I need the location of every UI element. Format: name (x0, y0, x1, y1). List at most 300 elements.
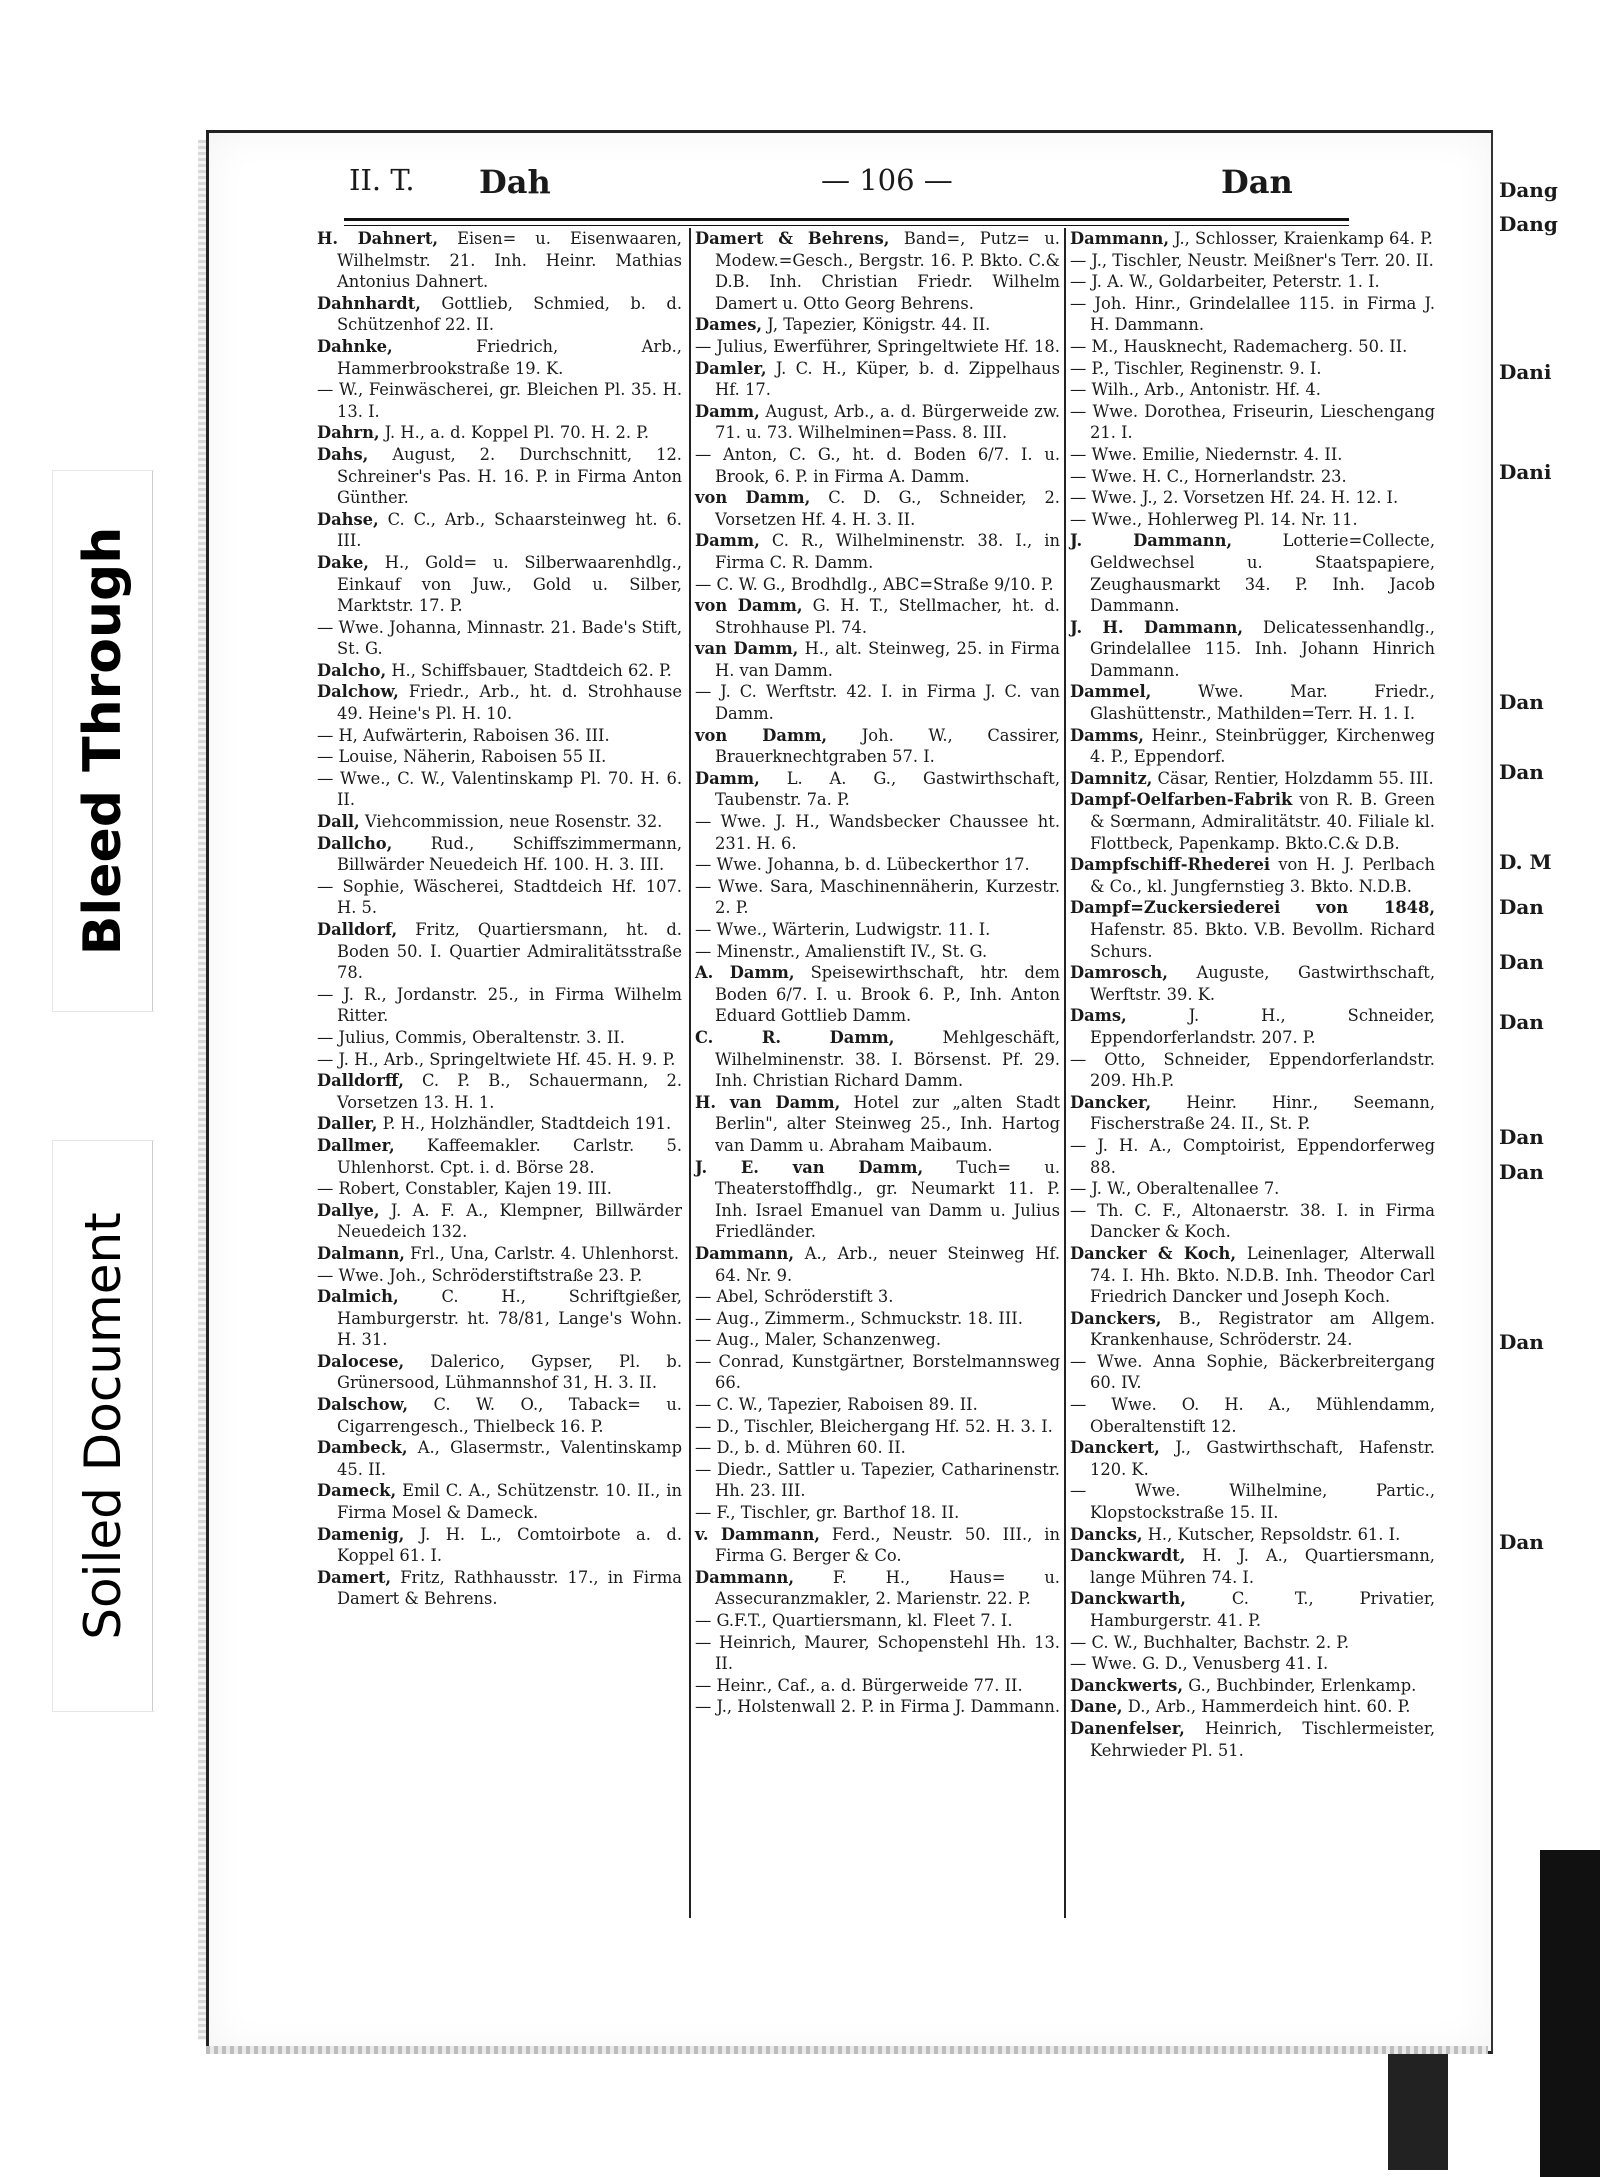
adjacent-page-catchword: Dan (1499, 760, 1544, 784)
directory-entry (695, 1632, 1060, 1675)
directory-entry (695, 962, 1060, 1027)
directory-entry (1070, 401, 1435, 444)
entry-text: C. D. G., Schneider, 2. Vorsetzen Hf. 4. H. 3. II. (715, 488, 1060, 529)
entry-text: — J. C. Werftstr. 42. I. in Firma J. C. van Damm. (695, 682, 1060, 724)
adjacent-page-catchword: Dan (1499, 950, 1544, 974)
directory-entry (1070, 1394, 1435, 1437)
entry-text: Heinrich, Tischlermeister, Kehrwieder Pl. 51. (1090, 1718, 1435, 1760)
entry-text: — Wwe. O. H. A., Mühlendamm, Oberaltenstift 12. (1070, 1395, 1435, 1436)
entry-name: Dammann, (695, 1243, 795, 1263)
directory-entry (317, 1027, 682, 1049)
directory-entry (317, 660, 682, 682)
directory-entry (695, 1157, 1060, 1243)
entry-text: — Julius, Ewerführer, Springeltwiete Hf. 18. (695, 336, 1060, 356)
directory-entry (317, 811, 682, 833)
entry-text: — Abel, Schröderstift 3. (695, 1287, 894, 1307)
directory-entry (317, 379, 682, 422)
directory-entry (695, 1502, 1060, 1524)
directory-entry (1070, 1545, 1435, 1588)
directory-entry (695, 1351, 1060, 1394)
entry-name: Dalocese, (317, 1351, 405, 1371)
entry-name: Dake, (317, 552, 369, 572)
entry-text: Kaffeemakler. Carlstr. 5. Uhlenhorst. Cpt. i. d. Börse 28. (337, 1135, 682, 1177)
entry-text: Wwe. Mar. Friedr., Glashüttenstr., Mathilden=Terr. H. 1. I. (1090, 682, 1435, 724)
entry-text: C. R., Wilhelminenstr. 38. I., in Firma C. R. Damm. (715, 531, 1060, 572)
directory-entry (1070, 358, 1435, 380)
directory-entry (695, 487, 1060, 530)
directory-entry (1070, 897, 1435, 962)
entry-name: C. R. Damm, (695, 1027, 895, 1047)
page-bottom-edge (206, 2046, 1488, 2054)
entry-name: Danckert, (1070, 1438, 1160, 1458)
entry-name: Dampf-Oelfarben-Fabrik (1070, 790, 1293, 810)
entry-text: H., alt. Steinweg, 25. in Firma H. van Damm. (715, 639, 1060, 680)
directory-entry (1070, 1200, 1435, 1243)
entry-name: Damnitz, (1070, 768, 1153, 788)
entry-text: — F., Tischler, gr. Barthof 18. II. (695, 1503, 960, 1523)
entry-text: — Wwe. Emilie, Niedernstr. 4. II. (1070, 444, 1343, 464)
entry-text: — C. W. G., Brodhdlg., ABC=Straße 9/10. P. (695, 574, 1054, 594)
directory-entry (1070, 271, 1435, 293)
entry-text: J. A. F. A., Klempner, Billwärder Neuedeich 132. (337, 1200, 682, 1242)
directory-entry (317, 1178, 682, 1200)
directory-entry (317, 1437, 682, 1480)
directory-entry (1070, 1696, 1435, 1718)
entry-name: Dahnke, (317, 336, 393, 356)
directory-entry (317, 1070, 682, 1113)
entry-name: A. Damm, (695, 963, 795, 983)
entry-text: — Wwe. Wilhelmine, Partic., Klopstockstraße 15. II. (1070, 1481, 1435, 1523)
entry-text: G. H. T., Stellmacher, ht. d. Strohhause Pl. 74. (715, 596, 1060, 637)
entry-name: Dameck, (317, 1481, 397, 1501)
entry-text: Fritz, Rathhausstr. 17., in Firma Damert & Behrens. (337, 1567, 682, 1609)
entry-name: Danckwarth, (1070, 1589, 1186, 1609)
entry-text: J. H., a. d. Koppel Pl. 70. H. 2. P. (384, 423, 650, 443)
entry-text: Hafenstr. 85. Bkto. V.B. Bevollm. Richard Schurs. (1090, 920, 1435, 961)
adjacent-page-catchword: Dan (1499, 1160, 1544, 1184)
entry-text: B., Registrator am Allgem. Krankenhause, Schröderstr. 24. (1090, 1308, 1435, 1350)
entry-text: C. C., Arb., Schaarsteinweg ht. 6. III. (337, 509, 682, 551)
directory-entry (695, 358, 1060, 401)
entry-text: — J. H., Arb., Springeltwiete Hf. 45. H. 9. P. (317, 1049, 676, 1069)
directory-entry (1070, 768, 1435, 790)
entry-text: Cäsar, Rentier, Holzdamm 55. III. (1157, 768, 1434, 788)
directory-entry (317, 228, 682, 293)
entry-text: — C. W., Tapezier, Raboisen 89. II. (695, 1395, 978, 1415)
adjacent-page-catchword: Dani (1499, 460, 1552, 484)
directory-entry (1070, 962, 1435, 1005)
directory-entry (695, 1675, 1060, 1697)
directory-entry (695, 941, 1060, 963)
directory-entry (317, 509, 682, 552)
entry-name: Dancker & Koch, (1070, 1243, 1236, 1263)
directory-entry (317, 1567, 682, 1610)
directory-entry (695, 1329, 1060, 1351)
directory-entry (317, 1480, 682, 1523)
directory-entry (317, 1200, 682, 1243)
entry-name: Dalldorff, (317, 1071, 404, 1091)
adjacent-page-catchword: Dang (1499, 212, 1558, 236)
adjacent-page-catchword: Dan (1499, 1530, 1544, 1554)
entry-text: Ferd., Neustr. 50. III., in Firma G. Berger & Co. (715, 1524, 1060, 1566)
directory-entry (695, 595, 1060, 638)
entry-name: van Damm, (695, 639, 799, 659)
entry-name: Dampf=Zuckersiederei von 1848, (1070, 898, 1435, 918)
directory-entry (317, 293, 682, 336)
directory-entry (1070, 509, 1435, 531)
binding-clip (1540, 1850, 1600, 2177)
entry-text: Hotel zur „alten Stadt Berlin", alter Steinweg 25., Inh. Hartog van Damm u. Abraham Maibaum. (715, 1092, 1060, 1155)
adjacent-page-catchword: Dang (1499, 178, 1558, 202)
entry-name: Danenfelser, (1070, 1718, 1185, 1738)
entry-text: J. H., Schneider, Eppendorferlandstr. 207. P. (1090, 1006, 1435, 1047)
directory-entry (317, 833, 682, 876)
entry-name: Danckwardt, (1070, 1546, 1186, 1566)
entry-text: von H. J. Perlbach & Co., kl. Jungfernstieg 3. Bkto. N.D.B. (1090, 855, 1435, 896)
left-catchword: Dah (479, 163, 551, 201)
directory-entry (317, 422, 682, 444)
directory-entry (695, 725, 1060, 768)
directory-entry (317, 919, 682, 984)
directory-entry (1070, 530, 1435, 616)
entry-text: Friedrich, Arb., Hammerbrookstraße 19. K. (337, 336, 682, 378)
directory-entry (1070, 444, 1435, 466)
soiled-document-label (52, 1140, 154, 1712)
entry-text: — Aug., Zimmerm., Schmuckstr. 18. III. (695, 1308, 1023, 1328)
entry-name: J. H. Dammann, (1070, 617, 1244, 637)
directory-entry (317, 1265, 682, 1287)
adjacent-page-catchword: Dan (1499, 1125, 1544, 1149)
directory-entry (1070, 1005, 1435, 1048)
entry-text: August, Arb., a. d. Bürgerweide zw. 71. u. 73. Wilhelminen=Pass. 8. III. (715, 401, 1060, 443)
entry-text: — J. A. W., Goldarbeiter, Peterstr. 1. I. (1070, 272, 1380, 292)
directory-entry (1070, 466, 1435, 488)
adjacent-page-catchword: Dan (1499, 1010, 1544, 1034)
directory-entry (1070, 487, 1435, 509)
entry-text: Friedr., Arb., ht. d. Strohhause 49. Heine's Pl. H. 10. (337, 682, 682, 724)
directory-entry (317, 1351, 682, 1394)
entry-text: August, 2. Durchschnitt, 12. Schreiner's Pas. H. 16. P. in Firma Anton Günther. (337, 444, 682, 508)
entry-name: Dammann, (1070, 229, 1170, 248)
entry-text: — Louise, Näherin, Raboisen 55 II. (317, 747, 607, 767)
directory-entry (317, 1394, 682, 1437)
entry-name: Dallmer, (317, 1135, 395, 1155)
directory-entry (317, 876, 682, 919)
directory-entry (1070, 1480, 1435, 1523)
entry-text: — J. W., Oberaltenallee 7. (1070, 1179, 1280, 1199)
entry-text: — Conrad, Kunstgärtner, Borstelmannsweg 66. (695, 1351, 1060, 1393)
entry-text: — Otto, Schneider, Eppendorferlandstr. 209. Hh.P. (1070, 1049, 1435, 1091)
entry-text: J. H. L., Comtoirbote a. d. Koppel 61. I. (337, 1524, 682, 1566)
entry-text: Gottlieb, Schmied, b. d. Schützenhof 22. II. (337, 293, 682, 335)
directory-entry (1070, 681, 1435, 724)
entry-name: Danckwerts, (1070, 1675, 1184, 1695)
entry-name: von Damm, (695, 596, 803, 616)
entry-name: Dane, (1070, 1697, 1123, 1717)
entry-text: D., Arb., Hammerdeich hint. 60. P. (1127, 1697, 1411, 1717)
entry-name: Dallcho, (317, 833, 393, 853)
soiled-document-text: Soiled Document (74, 1212, 133, 1640)
entry-text: J, Tapezier, Königstr. 44. II. (767, 315, 991, 335)
entry-name: Damrosch, (1070, 963, 1168, 983)
directory-entry (695, 444, 1060, 487)
entry-text: — Wwe. Joh., Schröderstiftstraße 23. P. (317, 1265, 643, 1285)
entry-text: — Sophie, Wäscherei, Stadtdeich Hf. 107. H. 5. (317, 876, 682, 918)
directory-entry (695, 1696, 1060, 1718)
directory-entry (317, 1243, 682, 1265)
entry-name: Dalschow, (317, 1395, 408, 1415)
entry-text: — Heinr., Caf., a. d. Bürgerweide 77. II. (695, 1675, 1023, 1695)
entry-text: — Wwe. G. D., Venusberg 41. I. (1070, 1654, 1329, 1674)
bleed-through-text: Bleed Through (73, 526, 134, 956)
entry-name: Dalchow, (317, 682, 399, 702)
entry-text: — Robert, Constabler, Kajen 19. III. (317, 1179, 612, 1199)
directory-entry (695, 1092, 1060, 1157)
directory-entry (1070, 854, 1435, 897)
adjacent-page-catchword: Dan (1499, 690, 1544, 714)
directory-entry (695, 876, 1060, 919)
entry-text: L. A. G., Gastwirthschaft, Taubenstr. 7a. P. (715, 768, 1060, 810)
entry-name: Daller, (317, 1114, 378, 1134)
entry-text: — Wwe. J., 2. Vorsetzen Hf. 24. H. 12. I. (1070, 488, 1399, 508)
directory-entry (695, 854, 1060, 876)
entry-text: — Wwe. Johanna, b. d. Lübeckerthor 17. (695, 855, 1030, 875)
entry-text: — C. W., Buchhalter, Bachstr. 2. P. (1070, 1632, 1350, 1652)
entry-text: H. J. A., Quartiersmann, lange Mühren 74. I. (1090, 1546, 1435, 1587)
entry-name: Dall, (317, 812, 360, 832)
entry-name: Dahrn, (317, 423, 380, 443)
directory-entry (317, 1524, 682, 1567)
entry-name: von Damm, (695, 725, 828, 745)
directory-entry (695, 1524, 1060, 1567)
entry-name: Damms, (1070, 725, 1144, 745)
directory-entry (317, 725, 682, 747)
directory-entry (1070, 1588, 1435, 1631)
entry-text: C. H., Schriftgießer, Hamburgerstr. ht. 78/81, Lange's Wohn. H. 31. (337, 1287, 682, 1350)
entry-name: Damm, (695, 531, 760, 551)
directory-entry (317, 1286, 682, 1351)
entry-name: Dalmann, (317, 1243, 405, 1263)
directory-entry (695, 1437, 1060, 1459)
directory-entry (695, 336, 1060, 358)
directory-entry (1070, 1718, 1435, 1761)
directory-entry (695, 314, 1060, 336)
directory-entry (695, 574, 1060, 596)
entry-text: Auguste, Gastwirthschaft, Werftstr. 39. K. (1090, 963, 1435, 1004)
directory-entry (317, 1113, 682, 1135)
entry-text: — Julius, Commis, Oberaltenstr. 3. II. (317, 1027, 625, 1047)
directory-column-3 (1064, 228, 1435, 1918)
entry-text: H., Kutscher, Repsoldstr. 61. I. (1147, 1524, 1401, 1544)
entry-name: Dalldorf, (317, 920, 398, 939)
entry-text: Band=, Putz= u. Modew.=Gesch., Bergstr. 16. P. Bkto. C.& D.B. Inh. Christian Friedr. Wilhelm Damert u. Otto Georg Behrens. (715, 229, 1060, 313)
entry-name: Dalmich, (317, 1287, 399, 1307)
directory-entry (1070, 1653, 1435, 1675)
entry-name: Dahs, (317, 444, 369, 464)
entry-name: Dancks, (1070, 1524, 1143, 1544)
adjacent-page-fragment (1490, 150, 1600, 2050)
entry-text: — G.F.T., Quartiersmann, kl. Fleet 7. I. (695, 1611, 1013, 1630)
directory-entry (317, 984, 682, 1027)
directory-entry (1070, 1308, 1435, 1351)
directory-entry (1070, 1437, 1435, 1480)
directory-entry (695, 1416, 1060, 1438)
entry-text: — Wwe. Anna Sophie, Bäckerbreitergang 60. IV. (1070, 1351, 1435, 1393)
entry-name: Dalcho, (317, 660, 387, 680)
directory-entry (1070, 1049, 1435, 1092)
directory-entry (1070, 789, 1435, 854)
entry-name: von Damm, (695, 488, 811, 508)
adjacent-page-catchword: Dan (1499, 895, 1544, 919)
entry-name: Damler, (695, 358, 767, 378)
entry-text: H., Gold= u. Silberwaarenhdlg., Einkauf von Juw., Gold u. Silber, Marktstr. 17. P. (337, 552, 682, 616)
directory-entry (1070, 1351, 1435, 1394)
directory-entry (695, 919, 1060, 941)
directory-entry (1070, 1092, 1435, 1135)
directory-column-1 (317, 228, 682, 1918)
entry-name: Dames, (695, 315, 763, 335)
directory-entry (695, 1308, 1060, 1330)
entry-text: — Wwe. H. C., Hornerlandstr. 23. (1070, 466, 1347, 486)
entry-text: von R. B. Green & Sœrmann, Admiralitätstr. 40. Filiale kl. Flottbeck, Papenkamp. Bkto.C.& D.B. (1090, 790, 1435, 853)
adjacent-page-catchword: D. M (1499, 850, 1552, 874)
entry-text: Delicatessenhandlg., Grindelallee 115. Inh. Johann Hinrich Dammann. (1090, 617, 1435, 680)
entry-text: Tuch= u. Theaterstoffhdlg., gr. Neumarkt 11. P. Inh. Israel Emanuel van Damm u. Julius Friedländer. (715, 1157, 1060, 1242)
directory-entry (317, 681, 682, 724)
entry-name: Damm, (695, 401, 760, 421)
directory-entry (1070, 1178, 1435, 1200)
entry-text: — Heinrich, Maurer, Schopenstehl Hh. 13. II. (695, 1632, 1060, 1674)
directory-entry (317, 1049, 682, 1071)
directory-entry (1070, 725, 1435, 768)
header-rule (344, 218, 1349, 221)
entry-name: v. Dammann, (695, 1524, 820, 1544)
entry-text: F. H., Haus= u. Assecuranzmakler, 2. Marienstr. 22. P. (715, 1567, 1060, 1609)
entry-text: A., Arb., neuer Steinweg Hf. 64. Nr. 9. (715, 1243, 1060, 1285)
entry-text: — D., b. d. Mühren 60. II. (695, 1438, 906, 1458)
entry-text: Dalerico, Gypser, Pl. b. Grünersood, Lühmannshof 31, H. 3. II. (337, 1351, 682, 1393)
entry-text: Mehlgeschäft, Wilhelminenstr. 38. I. Börsenst. Pf. 29. Inh. Christian Richard Damm. (715, 1027, 1060, 1091)
entry-text: G., Buchbinder, Erlenkamp. (1188, 1675, 1417, 1695)
entry-text: — J., Tischler, Neustr. Meißner's Terr. 20. II. (1070, 250, 1434, 270)
directory-entry (317, 768, 682, 811)
entry-text: — Wilh., Arb., Antonistr. Hf. 4. (1070, 380, 1321, 400)
entry-text: — Wwe. Johanna, Minnastr. 21. Bade's Stift, St. G. (317, 617, 682, 659)
directory-entry (695, 1027, 1060, 1092)
entry-text: J., Gastwirthschaft, Hafenstr. 120. K. (1090, 1438, 1435, 1479)
directory-entry (1070, 1632, 1435, 1654)
entry-text: Speisewirthschaft, htr. dem Boden 6/7. I. u. Brook 6. P., Inh. Anton Eduard Gottlieb Damm. (715, 963, 1060, 1026)
directory-entry (1070, 336, 1435, 358)
directory-entry (695, 1459, 1060, 1502)
entry-text: J. C. H., Küper, b. d. Zippelhaus Hf. 17. (715, 358, 1060, 400)
entry-name: J. Dammann, (1070, 531, 1233, 551)
directory-entry (317, 617, 682, 660)
directory-entry (695, 638, 1060, 681)
entry-name: Dammel, (1070, 682, 1152, 702)
directory-entry (695, 1610, 1060, 1632)
entry-text: Rud., Schiffszimmermann, Billwärder Neuedeich Hf. 100. H. 3. III. (337, 833, 682, 875)
directory-entry (1070, 293, 1435, 336)
entry-name: Dancker, (1070, 1092, 1152, 1112)
directory-entry (695, 530, 1060, 573)
directory-page (206, 130, 1493, 2054)
directory-entry (317, 552, 682, 617)
entry-text: — M., Hausknecht, Rademacherg. 50. II. (1070, 336, 1408, 356)
entry-text: — Th. C. F., Altonaerstr. 38. I. in Firma Dancker & Koch. (1070, 1200, 1435, 1242)
directory-entry (1070, 228, 1435, 250)
entry-name: Dammann, (695, 1567, 795, 1587)
directory-entry (1070, 1675, 1435, 1697)
entry-name: Dams, (1070, 1006, 1127, 1026)
entry-text: A., Glasermstr., Valentinskamp 45. II. (337, 1438, 682, 1479)
entry-text: — H, Aufwärterin, Raboisen 36. III. (317, 725, 610, 745)
entry-text: — Wwe., Wärterin, Ludwigstr. 11. I. (695, 920, 991, 939)
entry-text: Heinr. Hinr., Seemann, Fischerstraße 24. II., St. P. (1090, 1092, 1435, 1134)
entry-text: C. T., Privatier, Hamburgerstr. 41. P. (1090, 1589, 1435, 1630)
page-number: — 106 — (821, 163, 953, 197)
entry-text: — Joh. Hinr., Grindelallee 115. in Firma J. H. Dammann. (1070, 293, 1435, 335)
adjacent-page-catchword: Dan (1499, 1330, 1544, 1354)
directory-entry (695, 681, 1060, 724)
entry-text: — Diedr., Sattler u. Tapezier, Catharinenstr. Hh. 23. III. (695, 1459, 1060, 1501)
directory-entry (695, 1394, 1060, 1416)
directory-entry (1070, 1524, 1435, 1546)
directory-entry (317, 746, 682, 768)
directory-entry (1070, 1135, 1435, 1178)
directory-entry (695, 768, 1060, 811)
entry-text: Eisen= u. Eisenwaaren, Wilhelmstr. 21. Inh. Heinr. Mathias Antonius Dahnert. (337, 229, 682, 292)
entry-text: — D., Tischler, Bleichergang Hf. 52. H. 3. I. (695, 1416, 1053, 1436)
entry-name: Danckers, (1070, 1308, 1162, 1328)
entry-name: Dallye, (317, 1200, 380, 1220)
directory-entry (695, 1286, 1060, 1308)
section-marker: II. T. (349, 163, 415, 197)
entry-text: H., Schiffsbauer, Stadtdeich 62. P. (391, 660, 672, 680)
bleed-through-label (52, 470, 154, 1012)
header-rule-thin (344, 225, 1349, 226)
entry-name: Dahnhardt, (317, 293, 421, 313)
entry-text: — P., Tischler, Reginenstr. 9. I. (1070, 358, 1322, 378)
entry-text: Emil C. A., Schützenstr. 10. II., in Firma Mosel & Dameck. (337, 1481, 682, 1523)
directory-entry (695, 811, 1060, 854)
directory-entry (695, 1567, 1060, 1610)
directory-entry (1070, 379, 1435, 401)
entry-text: Frl., Una, Carlstr. 4. Uhlenhorst. (410, 1243, 680, 1263)
directory-entry (1070, 617, 1435, 682)
entry-name: J. E. van Damm, (695, 1157, 924, 1177)
entry-text: C. W. O., Taback= u. Cigarrengesch., Thielbeck 16. P. (337, 1395, 682, 1436)
entry-name: H. van Damm, (695, 1092, 841, 1112)
entry-text: Fritz, Quartiersmann, ht. d. Boden 50. I. Quartier Admiralitätsstraße 78. (337, 920, 682, 983)
entry-name: Dambeck, (317, 1438, 408, 1458)
entry-name: Dampfschiff-Rhederei (1070, 855, 1271, 875)
entry-text: J., Schlosser, Kraienkamp 64. P. (1174, 229, 1433, 248)
entry-name: Damm, (695, 768, 760, 788)
entry-text: — Minenstr., Amalienstift IV., St. G. (695, 941, 988, 961)
entry-name: Damert & Behrens, (695, 229, 890, 248)
entry-name: Damert, (317, 1567, 392, 1587)
directory-entry (1070, 1243, 1435, 1308)
entry-text: — Wwe. Dorothea, Friseurin, Lieschengang 21. I. (1070, 401, 1435, 443)
directory-entry (695, 228, 1060, 314)
entry-text: Lotterie=Collecte, Geldwechsel u. Staatspapiere, Zeughausmarkt 34. P. Inh. Jacob Dammann. (1090, 531, 1435, 616)
entry-text: — Wwe. Sara, Maschinennäherin, Kurzestr. 2. P. (695, 876, 1060, 918)
directory-entry (1070, 250, 1435, 272)
entry-text: — W., Feinwäscherei, gr. Bleichen Pl. 35. H. 13. I. (317, 380, 682, 421)
entry-text: — Aug., Maler, Schanzenweg. (695, 1330, 942, 1350)
directory-entry (317, 444, 682, 509)
